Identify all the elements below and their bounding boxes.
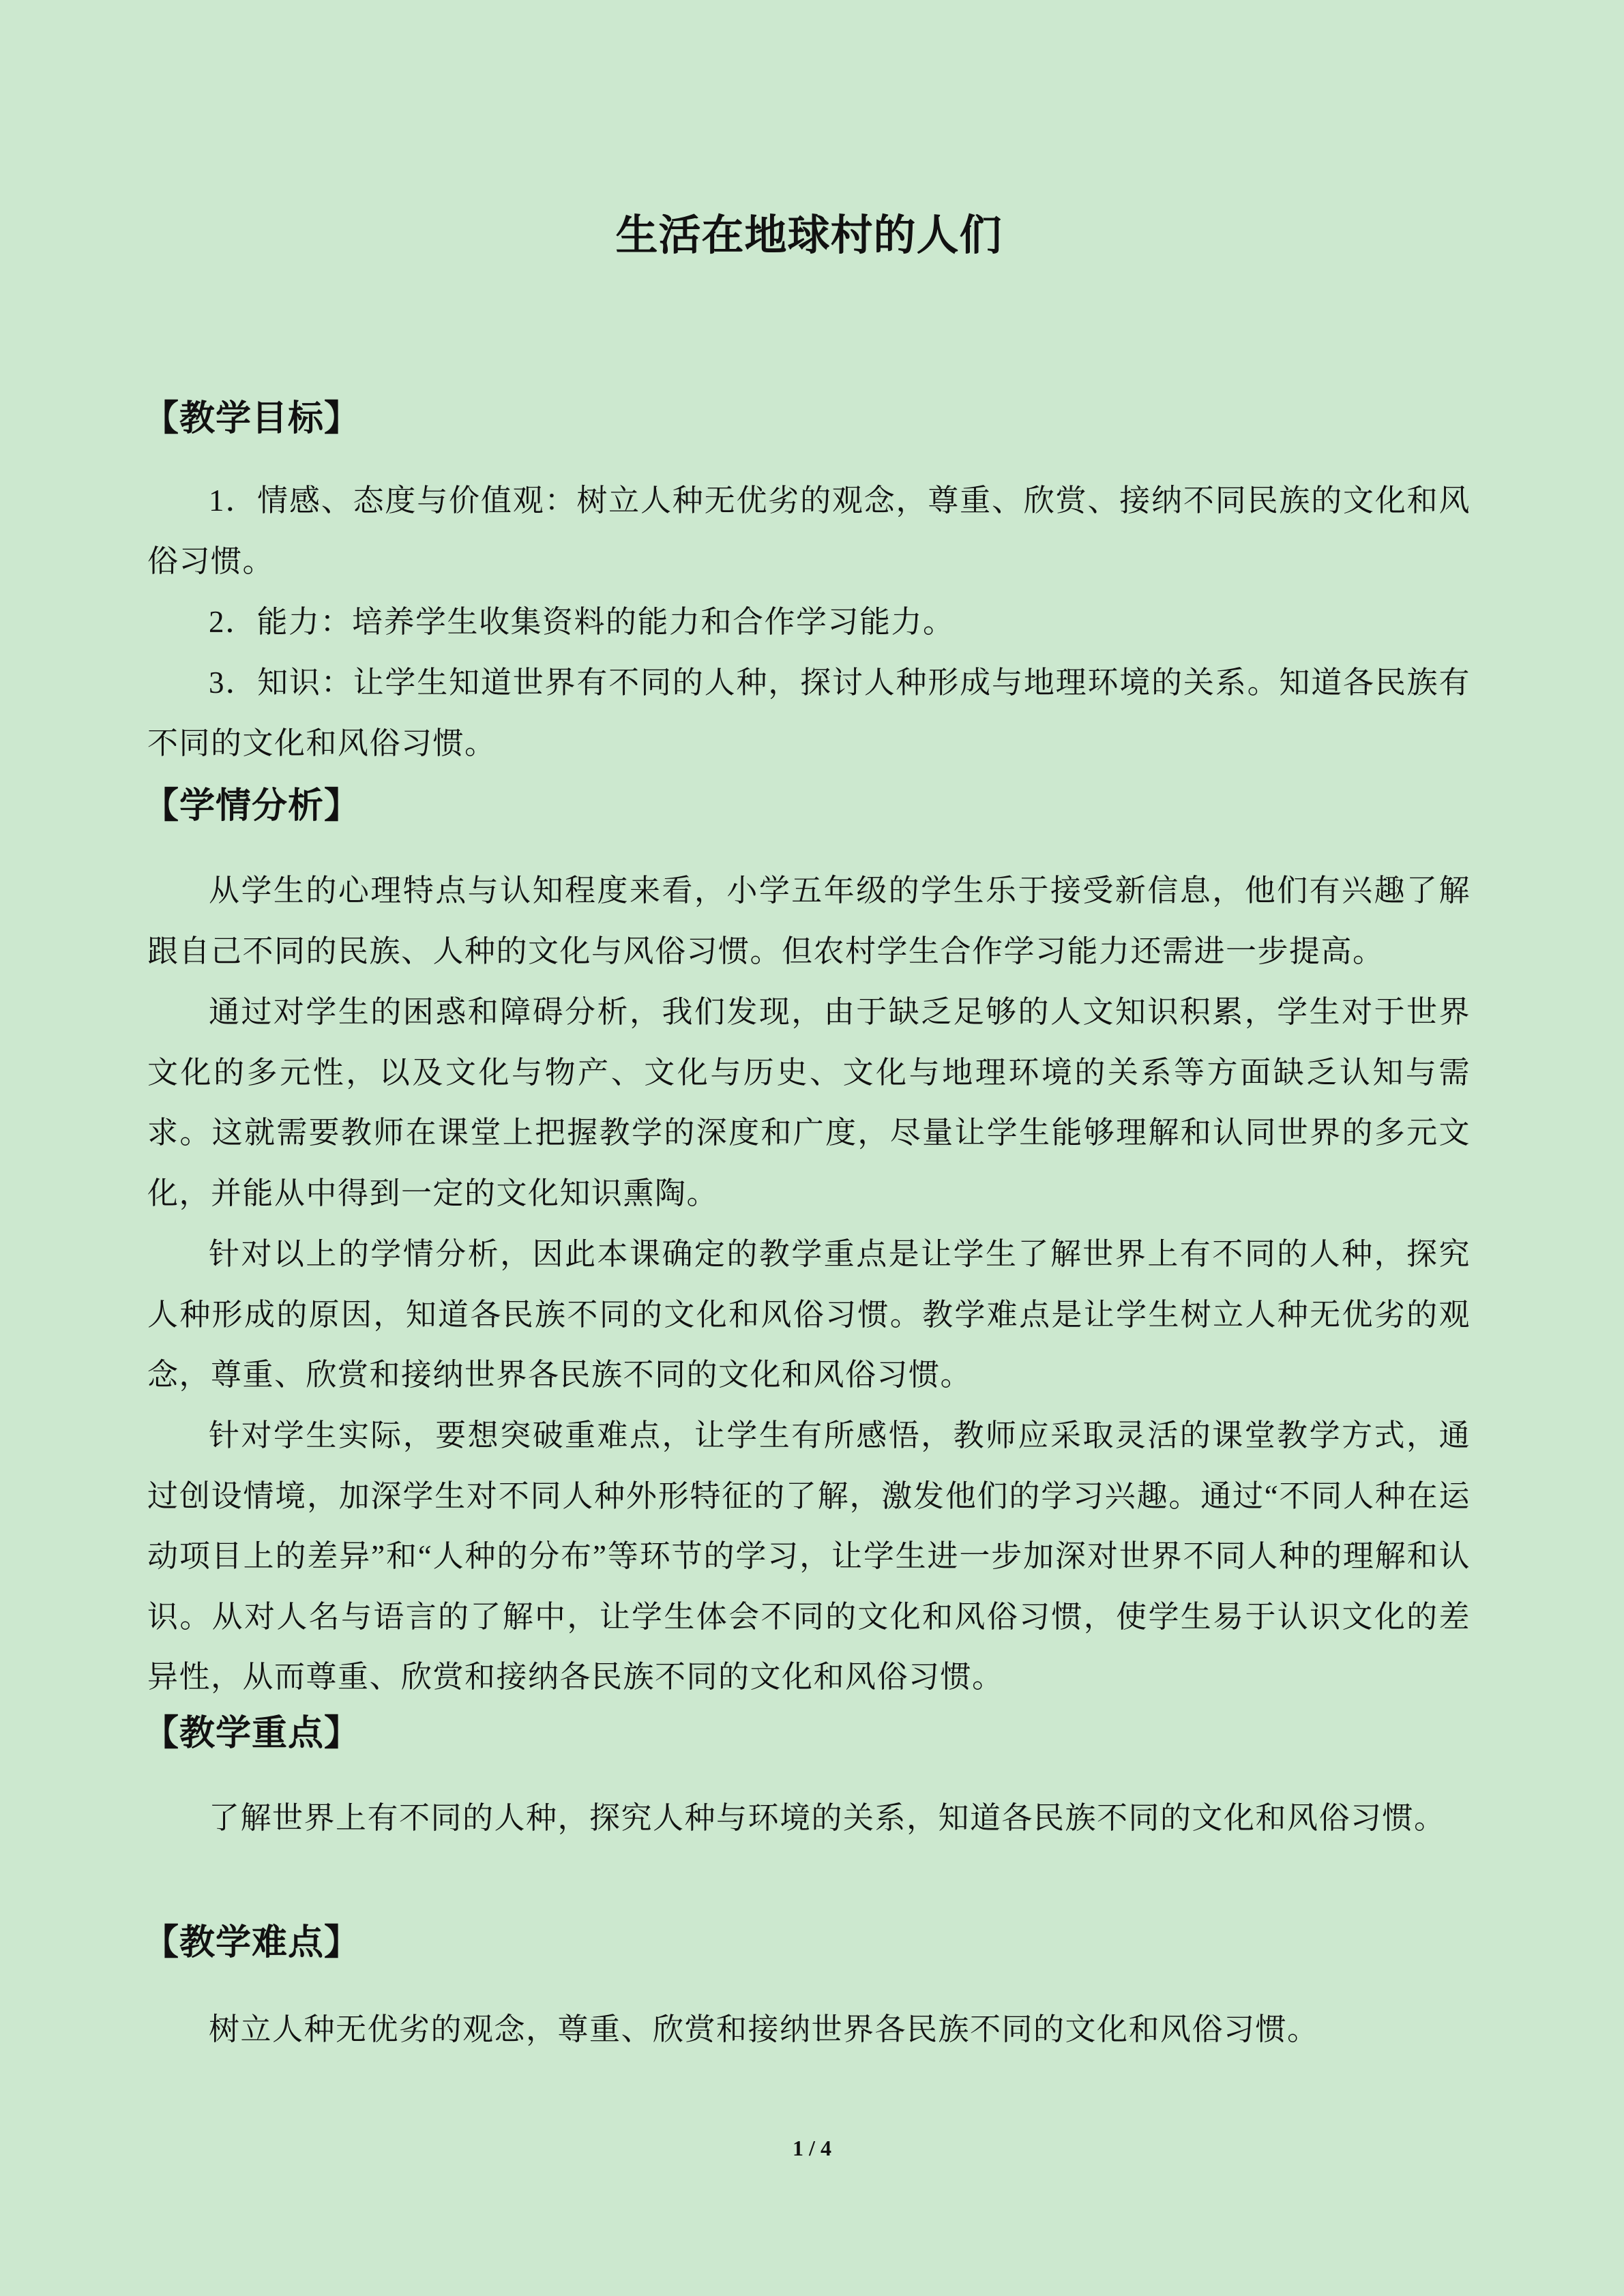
analysis-paragraph-4: 针对学生实际，要想突破重难点，让学生有所感悟，教师应采取灵活的课堂教学方式，通过创设情境，加深学生对不同人种外形特征的了解，激发他们的学习兴趣。通过“不同人种在运动项目上的差异”和“人种的分布”等环节的学习，让学生进一步加深对世界不同人种的理解和认识。从对人名与语言的了解中，让学生体会不同的文化和风俗习惯，使学生易于认识文化的差异性，从而尊重、欣赏和接纳各民族不同的文化和风俗习惯。 <box>147 1418 1471 1694</box>
analysis-paragraph-2: 通过对学生的困惑和障碍分析，我们发现，由于缺乏足够的人文知识积累，学生对于世界文化的多元性，以及文化与物产、文化与历史、文化与地理环境的关系等方面缺乏认知与需求。这就需要教师在课堂上把握教学的深度和广度，尽量让学生能够理解和认同世界的多元文化，并能从中得到一定的文化知识熏陶。 <box>147 995 1471 1210</box>
objective-paragraph-3: 3．知识：让学生知道世界有不同的人种，探讨人种形成与地理环境的关系。知道各民族有不同的文化和风俗习惯。 <box>147 666 1471 760</box>
objective-paragraph-2: 2．能力：培养学生收集资料的能力和合作学习能力。 <box>209 605 955 639</box>
document-title: 生活在地球村的人们 <box>615 213 1003 259</box>
analysis-paragraph-1: 从学生的心理特点与认知程度来看，小学五年级的学生乐于接受新信息，他们有兴趣了解跟自己不同的民族、人种的文化与风俗习惯。但农村学生合作学习能力还需进一步提高。 <box>147 874 1471 968</box>
page-number: 1 / 4 <box>793 2136 831 2160</box>
section-heading-teaching-difficulty: 【教学难点】 <box>143 1924 361 1963</box>
focus-paragraph: 了解世界上有不同的人种，探究人种与环境的关系，知道各民族不同的文化和风俗习惯。 <box>209 1801 1446 1835</box>
section-heading-learner-analysis: 【学情分析】 <box>143 787 361 826</box>
difficulty-paragraph: 树立人种无优劣的观念，尊重、欣赏和接纳世界各民族不同的文化和风俗习惯。 <box>209 2012 1319 2046</box>
analysis-paragraph-3: 针对以上的学情分析，因此本课确定的教学重点是让学生了解世界上有不同的人种，探究人种形成的原因，知道各民族不同的文化和风俗习惯。教学难点是让学生树立人种无优劣的观念，尊重、欣赏和接纳世界各民族不同的文化和风俗习惯。 <box>147 1237 1471 1392</box>
objective-paragraph-1: 1．情感、态度与价值观：树立人种无优劣的观念，尊重、欣赏、接纳不同民族的文化和风俗习惯。 <box>147 483 1471 578</box>
section-heading-teaching-focus: 【教学重点】 <box>143 1714 361 1753</box>
section-heading-teaching-objectives: 【教学目标】 <box>143 400 361 438</box>
